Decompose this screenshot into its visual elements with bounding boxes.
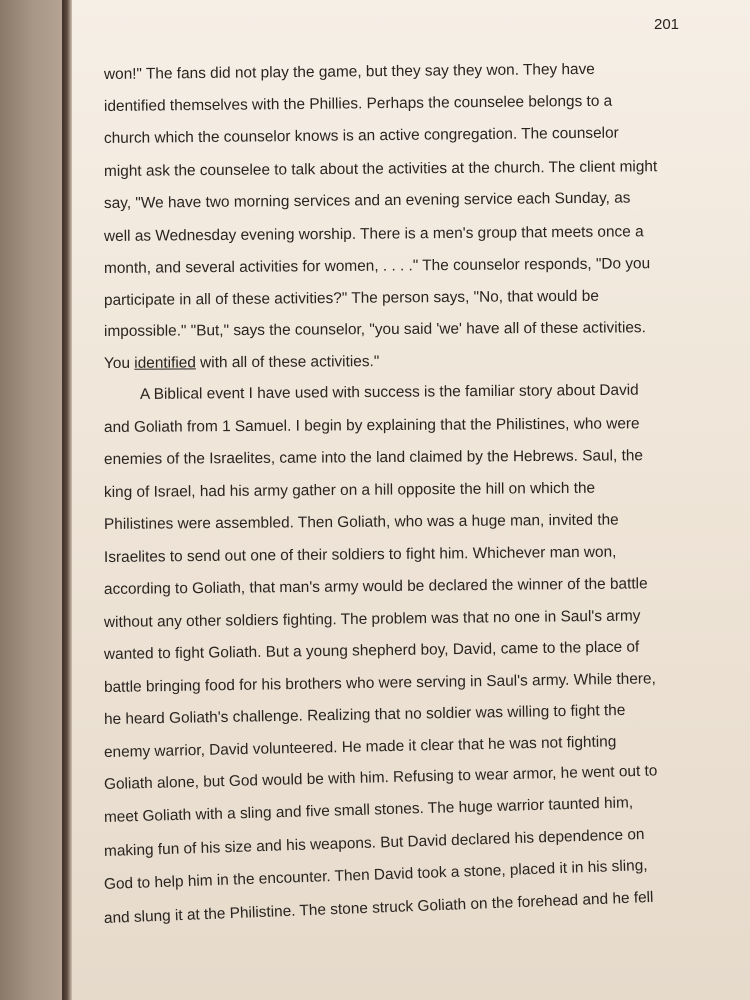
paragraph-first-line: A Biblical event I have used with success is the familiar story about David (139, 381, 639, 403)
text-line: making fun of his size and his weapons. But David declared his dependence on (103, 826, 645, 860)
text-line: identified themselves with the Phillies. Perhaps the counselee belongs to a (103, 92, 613, 115)
text-line: Philistines were assembled. Then Goliath, who was a huge man, invited the (103, 511, 619, 533)
text-line: meet Goliath with a sling and five small stones. The huge warrior taunted him, (103, 794, 634, 826)
text-line: wanted to fight Goliath. But a young shepherd boy, David, came to the place of (103, 638, 640, 663)
text-line: enemy warrior, David volunteered. He made it clear that he was not fighting (103, 733, 617, 761)
text-line: won!" The fans did not play the game, but they say they won. They have (103, 60, 595, 83)
text-line: and slung it at the Philistine. The stone struck Goliath on the forehead and he fell (103, 888, 654, 927)
text-line: Goliath alone, but God would be with him. Refusing to wear armor, he went out to (103, 762, 658, 793)
text-line: king of Israel, had his army gather on a hill opposite the hill on which the (103, 479, 596, 501)
text-line: impossible." "But," says the counselor, "you said 'we' have all of these activities. (103, 319, 646, 340)
page-number: 201 (654, 16, 680, 33)
text-segment: with all of these activities." (200, 353, 380, 372)
text-line: battle bringing food for his brothers who were serving in Saul's army. While there, (103, 670, 656, 696)
book-page (72, 0, 750, 1000)
text-line: church which the counselor knows is an active congregation. The counselor (103, 124, 619, 147)
underlined-word: identified (134, 354, 196, 372)
text-line: well as Wednesday evening worship. There is a men's group that meets once a (103, 223, 644, 245)
text-line: God to help him in the encounter. Then David took a stone, placed it in his sling, (103, 857, 648, 893)
text-line: Israelites to send out one of their soldiers to fight him. Whichever man won, (103, 543, 617, 566)
text-line: according to Goliath, that man's army would be declared the winner of the battle (103, 575, 648, 598)
text-line: month, and several activities for women, . . . ." The counselor responds, "Do you (103, 255, 651, 277)
text-line: and Goliath from 1 Samuel. I begin by explaining that the Philistines, who were (103, 415, 640, 436)
text-line-with-emphasis (104, 351, 684, 373)
text-word: You (103, 354, 131, 372)
text-line: enemies of the Israelites, came into the land claimed by the Hebrews. Saul, the (103, 447, 644, 468)
text-line: participate in all of these activities?" The person says, "No, that would be (103, 287, 599, 309)
text-line: might ask the counselee to talk about the activities at the church. The client might (103, 158, 658, 180)
text-line: he heard Goliath's challenge. Realizing that no soldier was willing to fight the (103, 701, 626, 728)
text-line: say, "We have two morning services and an evening service each Sunday, as (103, 189, 631, 212)
text-line: without any other soldiers fighting. The problem was that no one in Saul's army (103, 607, 641, 631)
facing-page-edge (0, 0, 62, 1000)
book-gutter (62, 0, 72, 1000)
